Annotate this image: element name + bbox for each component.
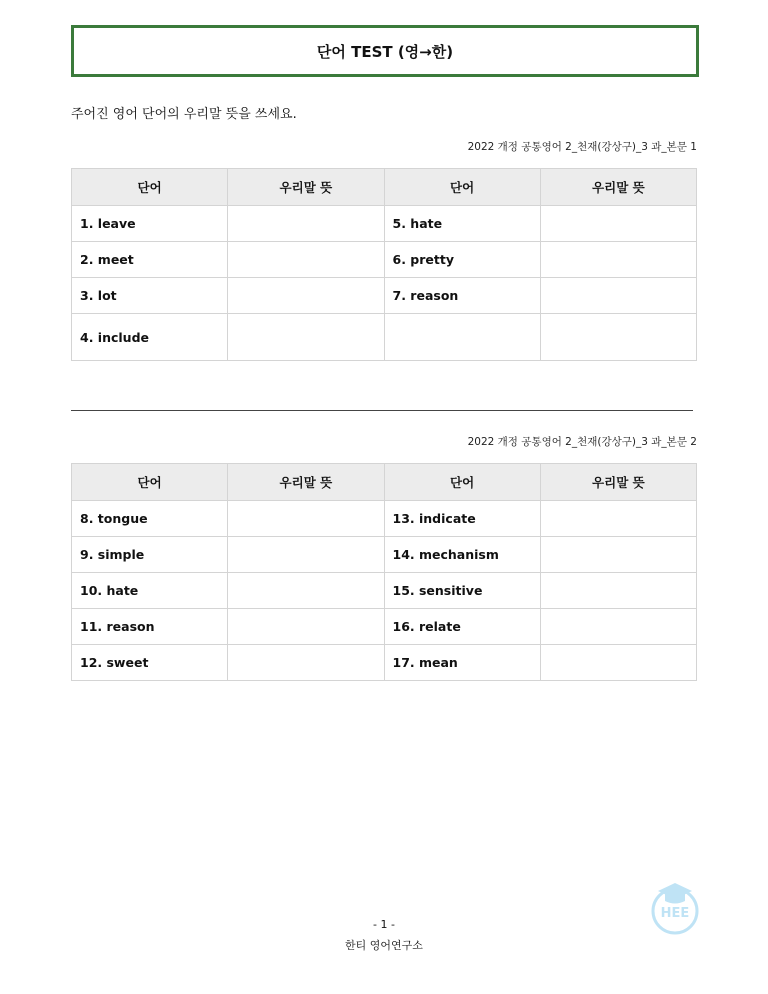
- answer-cell[interactable]: [228, 278, 384, 314]
- word-cell: 11. reason: [72, 609, 228, 645]
- word-cell: 15. sensitive: [384, 573, 540, 609]
- answer-cell[interactable]: [228, 609, 384, 645]
- answer-cell[interactable]: [540, 206, 696, 242]
- answer-cell[interactable]: [228, 645, 384, 681]
- header-word: 단어: [384, 169, 540, 206]
- answer-cell[interactable]: [228, 242, 384, 278]
- vocab-table-2: [71, 463, 697, 681]
- word-cell: 13. indicate: [384, 501, 540, 537]
- table-row: [72, 645, 697, 681]
- word-cell: 5. hate: [384, 206, 540, 242]
- footer-organization: 한티 영어연구소: [345, 939, 423, 952]
- answer-cell[interactable]: [540, 537, 696, 573]
- answer-cell[interactable]: [228, 573, 384, 609]
- table-row: [72, 206, 697, 242]
- table-row: [72, 501, 697, 537]
- word-cell: 4. include: [72, 314, 228, 361]
- table-row: [72, 242, 697, 278]
- word-cell: 16. relate: [384, 609, 540, 645]
- section-source-2: 2022 개정 공통영어 2_천재(강상구)_3 과_본문 2: [467, 436, 697, 448]
- word-cell: 8. tongue: [72, 501, 228, 537]
- word-cell: 17. mean: [384, 645, 540, 681]
- word-cell: 10. hate: [72, 573, 228, 609]
- word-cell: 6. pretty: [384, 242, 540, 278]
- table-row: [72, 537, 697, 573]
- page-title: 단어 TEST (영→한): [316, 42, 454, 61]
- header-word: 단어: [72, 464, 228, 501]
- answer-cell[interactable]: [228, 206, 384, 242]
- answer-cell[interactable]: [540, 573, 696, 609]
- answer-cell[interactable]: [540, 645, 696, 681]
- table-row: [72, 609, 697, 645]
- table-header-row: [72, 464, 697, 501]
- word-cell: 2. meet: [72, 242, 228, 278]
- word-cell: 14. mechanism: [384, 537, 540, 573]
- table-row: [72, 278, 697, 314]
- page-number: - 1 -: [373, 918, 395, 931]
- answer-cell[interactable]: [228, 537, 384, 573]
- header-meaning: 우리말 뜻: [228, 464, 384, 501]
- header-word: 단어: [384, 464, 540, 501]
- word-cell: 7. reason: [384, 278, 540, 314]
- table-header-row: [72, 169, 697, 206]
- header-word: 단어: [72, 169, 228, 206]
- word-cell: 12. sweet: [72, 645, 228, 681]
- section-divider: [71, 410, 693, 411]
- instruction-text: 주어진 영어 단어의 우리말 뜻을 쓰세요.: [71, 107, 297, 122]
- svg-text:HEE: HEE: [660, 906, 690, 921]
- answer-cell[interactable]: [540, 278, 696, 314]
- answer-cell[interactable]: [540, 609, 696, 645]
- vocab-table-1: [71, 168, 697, 361]
- answer-cell[interactable]: [540, 242, 696, 278]
- word-cell: 9. simple: [72, 537, 228, 573]
- word-cell: 3. lot: [72, 278, 228, 314]
- answer-cell[interactable]: [228, 314, 384, 361]
- answer-cell[interactable]: [540, 314, 696, 361]
- word-cell: [384, 314, 540, 361]
- answer-cell[interactable]: [228, 501, 384, 537]
- header-meaning: 우리말 뜻: [540, 464, 696, 501]
- table-row: [72, 314, 697, 361]
- header-meaning: 우리말 뜻: [540, 169, 696, 206]
- header-meaning: 우리말 뜻: [228, 169, 384, 206]
- table-row: [72, 573, 697, 609]
- answer-cell[interactable]: [540, 501, 696, 537]
- word-cell: 1. leave: [72, 206, 228, 242]
- section-source-1: 2022 개정 공통영어 2_천재(강상구)_3 과_본문 1: [467, 141, 697, 153]
- title-box: [71, 25, 699, 77]
